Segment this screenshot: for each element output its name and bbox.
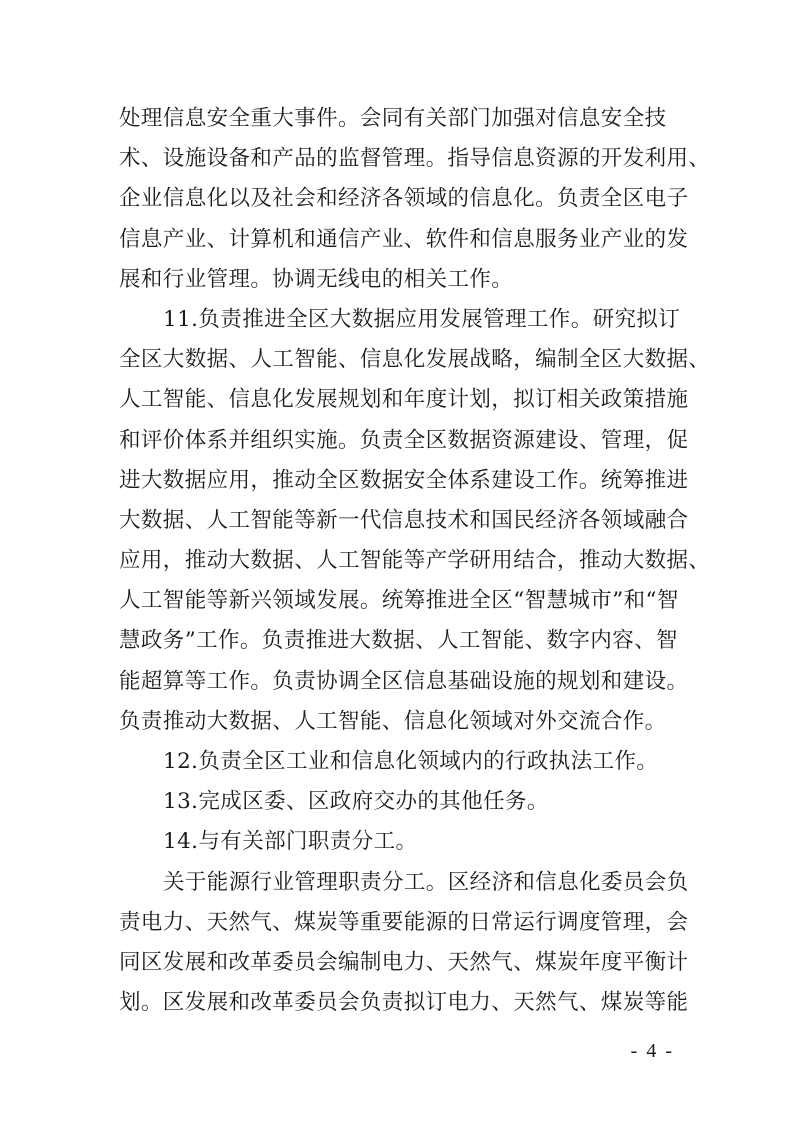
text-line: 处理信息安全重大事件。会同有关部门加强对信息安全技 — [119, 106, 667, 131]
text-line: 进大数据应用，推动全区数据安全体系建设工作。统筹推进 — [119, 467, 689, 493]
text-line: 慧政务”工作。负责推进大数据、人工智能、数字内容、智 — [119, 628, 678, 654]
paragraph-14: 14.与有关部门职责分工。 — [163, 829, 418, 855]
body-text — [119, 99, 711, 1023]
text-line: 信息产业、计算机和通信产业、软件和信息服务业产业的发 — [119, 226, 689, 252]
text-line: 和评价体系并组织实施。负责全区数据资源建设、管理，促 — [119, 427, 689, 453]
text-line: 同区发展和改革委员会编制电力、天然气、煤炭年度平衡计 — [119, 949, 689, 975]
text-line: 能超算等工作。负责协调全区信息基础设施的规划和建设。 — [119, 668, 689, 694]
text-line: 划。区发展和改革委员会负责拟订电力、天然气、煤炭等能 — [119, 990, 689, 1016]
page-number: - 4 - — [630, 1040, 674, 1062]
text-line: 企业信息化以及社会和经济各领域的信息化。负责全区电子 — [119, 186, 689, 212]
paragraph-energy-start: 关于能源行业管理职责分工。区经济和信息化委员会负 — [163, 869, 689, 895]
text-line: 术、设施设备和产品的监督管理。指导信息资源的开发利用、 — [119, 146, 711, 172]
text-line: 应用，推动大数据、人工智能等产学研用结合，推动大数据、 — [119, 548, 711, 574]
text-line: 负责推动大数据、人工智能、信息化领域对外交流合作。 — [119, 708, 667, 734]
text-line: 人工智能等新兴领域发展。统筹推进全区“智慧城市”和“智 — [119, 588, 679, 614]
text-line: 责电力、天然气、煤炭等重要能源的日常运行调度管理，会 — [119, 909, 689, 935]
text-line: 展和行业管理。协调无线电的相关工作。 — [119, 266, 514, 292]
text-line: 全区大数据、人工智能、信息化发展战略，编制全区大数据、 — [119, 347, 711, 373]
text-line: 人工智能、信息化发展规划和年度计划，拟订相关政策措施 — [119, 387, 689, 413]
paragraph-12: 12.负责全区工业和信息化领域内的行政执法工作。 — [163, 749, 659, 774]
paragraph-11-start: 11.负责推进全区大数据应用发展管理工作。研究拟订 — [163, 306, 681, 332]
text-line: 大数据、人工智能等新一代信息技术和国民经济各领域融合 — [119, 507, 689, 533]
paragraph-13: 13.完成区委、区政府交办的其他任务。 — [163, 789, 549, 815]
